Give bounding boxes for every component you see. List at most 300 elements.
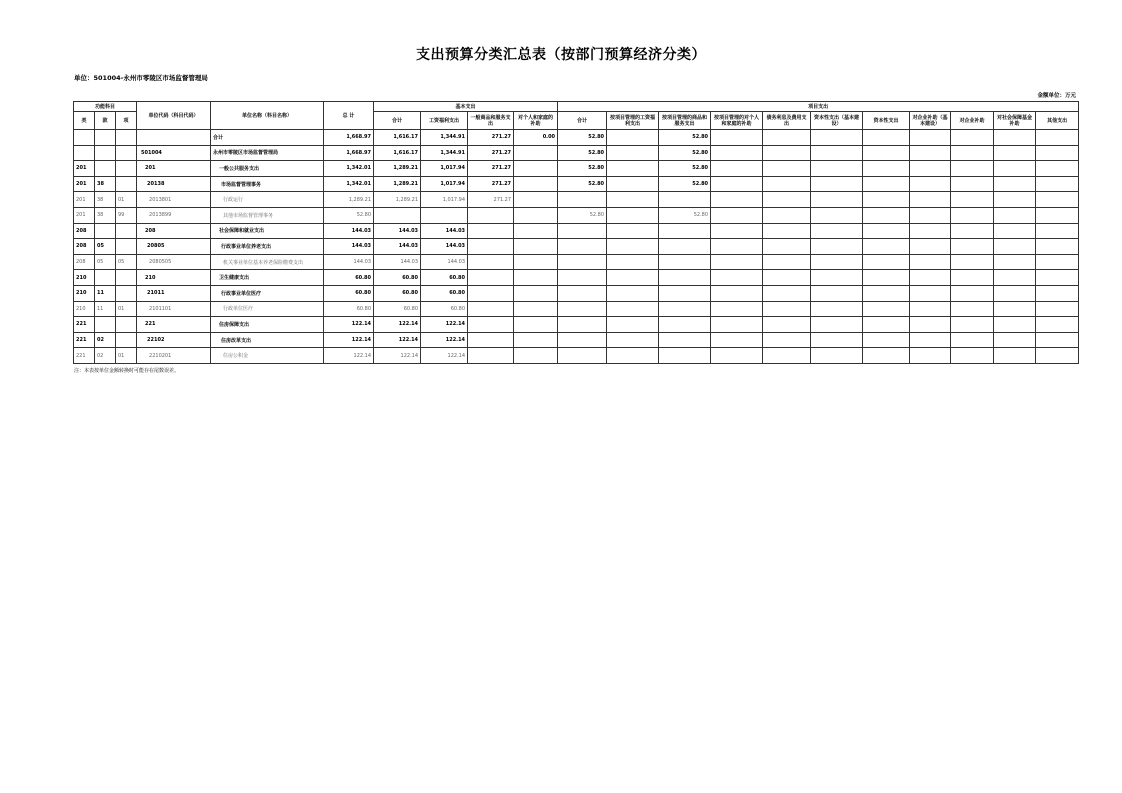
total-header: 总 计 (324, 102, 374, 130)
total-cell: 1,289.21 (324, 192, 374, 208)
project-empty-cell (811, 254, 863, 270)
total-cell: 144.03 (324, 254, 374, 270)
project-empty-cell (910, 192, 951, 208)
basic-goods-cell (468, 285, 514, 301)
table-row (74, 192, 1079, 208)
project-sum-cell (558, 239, 607, 255)
unit-name-cell: 住房保障支出 (211, 317, 324, 333)
basic-goods-cell: 271.27 (468, 192, 514, 208)
basic-person-cell (514, 145, 558, 161)
project-empty-cell (951, 239, 994, 255)
basic-wage-cell: 60.80 (421, 270, 468, 286)
project-empty-cell (951, 254, 994, 270)
project-empty-cell (863, 207, 910, 223)
unit-name-cell: 行政事业单位养老支出 (211, 239, 324, 255)
kuan-cell: 05 (95, 254, 116, 270)
lei-cell: 208 (74, 254, 95, 270)
project-empty-cell (811, 317, 863, 333)
project-col-header: 按项目管理的对个人和家庭的补助 (711, 112, 763, 130)
project-empty-cell (763, 317, 811, 333)
xiang-cell (116, 270, 137, 286)
total-cell: 1,342.01 (324, 176, 374, 192)
lei-cell: 210 (74, 270, 95, 286)
basic-person-cell (514, 223, 558, 239)
project-empty-cell (910, 130, 951, 146)
table-row (74, 176, 1079, 192)
project-col-header: 对企业补助（基本建设） (910, 112, 951, 130)
project-empty-cell (1036, 239, 1079, 255)
basic-person-cell (514, 301, 558, 317)
basic-wage-cell: 122.14 (421, 332, 468, 348)
project-empty-cell (994, 161, 1036, 177)
table-row (74, 317, 1079, 333)
total-cell: 52.80 (324, 207, 374, 223)
basic-col-header: 合计 (374, 112, 421, 130)
unit-code-cell: 21011 (137, 285, 211, 301)
project-empty-cell (711, 285, 763, 301)
xiang-cell: 01 (116, 301, 137, 317)
basic-goods-cell: 271.27 (468, 130, 514, 146)
lei-cell: 208 (74, 223, 95, 239)
project-empty-cell (711, 317, 763, 333)
project-wage-cell (607, 176, 659, 192)
total-cell: 1,342.01 (324, 161, 374, 177)
project-empty-cell (910, 332, 951, 348)
project-col-header: 资本性支出（基本建设） (811, 112, 863, 130)
project-empty-cell (910, 270, 951, 286)
project-empty-cell (711, 223, 763, 239)
lei-cell (74, 145, 95, 161)
project-empty-cell (711, 332, 763, 348)
project-empty-cell (763, 301, 811, 317)
project-empty-cell (910, 254, 951, 270)
unit-name-cell: 行政运行 (211, 192, 324, 208)
project-goods-cell: 52.80 (659, 176, 711, 192)
basic-sum-cell: 60.80 (374, 285, 421, 301)
basic-sum-cell: 144.03 (374, 254, 421, 270)
basic-sum-cell: 1,289.21 (374, 176, 421, 192)
unit-code-cell: 201 (137, 161, 211, 177)
project-empty-cell (863, 192, 910, 208)
basic-person-cell (514, 270, 558, 286)
project-empty-cell (1036, 317, 1079, 333)
project-empty-cell (994, 332, 1036, 348)
total-cell: 122.14 (324, 332, 374, 348)
kuan-cell (95, 161, 116, 177)
project-empty-cell (711, 176, 763, 192)
project-empty-cell (994, 270, 1036, 286)
project-empty-cell (863, 161, 910, 177)
table-row (74, 254, 1079, 270)
project-col-header: 其他支出 (1036, 112, 1079, 130)
basic-goods-cell (468, 270, 514, 286)
project-empty-cell (994, 192, 1036, 208)
basic-goods-cell (468, 223, 514, 239)
project-wage-cell (607, 207, 659, 223)
lei-cell: 201 (74, 207, 95, 223)
lei-cell: 221 (74, 332, 95, 348)
project-empty-cell (763, 223, 811, 239)
unit-name-cell: 卫生健康支出 (211, 270, 324, 286)
kuan-cell: 11 (95, 285, 116, 301)
basic-wage-cell: 1,017.94 (421, 161, 468, 177)
unit-name-cell: 住房公积金 (211, 348, 324, 364)
basic-wage-cell: 1,344.91 (421, 145, 468, 161)
kuan-cell (95, 145, 116, 161)
project-empty-cell (711, 161, 763, 177)
project-empty-cell (711, 207, 763, 223)
basic-col-header: 对个人和家庭的补助 (514, 112, 558, 130)
basic-wage-cell: 1,017.94 (421, 192, 468, 208)
basic-person-cell (514, 239, 558, 255)
project-empty-cell (763, 130, 811, 146)
basic-wage-cell: 60.80 (421, 301, 468, 317)
total-cell: 60.80 (324, 270, 374, 286)
lei-cell: 210 (74, 301, 95, 317)
unit-code-header: 单位代码（科目代码） (137, 102, 211, 130)
project-sum-cell (558, 254, 607, 270)
project-empty-cell (763, 161, 811, 177)
lei-header: 类 (74, 112, 95, 130)
basic-sum-cell: 144.03 (374, 223, 421, 239)
basic-goods-cell (468, 239, 514, 255)
basic-wage-cell (421, 207, 468, 223)
xiang-header: 项 (116, 112, 137, 130)
lei-cell: 210 (74, 285, 95, 301)
project-wage-cell (607, 270, 659, 286)
unit-name-cell: 社会保障和就业支出 (211, 223, 324, 239)
project-empty-cell (994, 348, 1036, 364)
project-sum-cell: 52.80 (558, 161, 607, 177)
project-empty-cell (951, 285, 994, 301)
basic-person-cell (514, 254, 558, 270)
project-empty-cell (1036, 130, 1079, 146)
basic-wage-cell: 1,344.91 (421, 130, 468, 146)
basic-wage-cell: 144.03 (421, 223, 468, 239)
basic-col-header: 工资福利支出 (421, 112, 468, 130)
unit-name-header: 单位名称（科目名称） (211, 102, 324, 130)
basic-wage-cell: 144.03 (421, 239, 468, 255)
lei-cell: 201 (74, 192, 95, 208)
project-empty-cell (910, 176, 951, 192)
kuan-cell: 11 (95, 301, 116, 317)
basic-goods-cell: 271.27 (468, 161, 514, 177)
project-goods-cell: 52.80 (659, 130, 711, 146)
project-empty-cell (1036, 332, 1079, 348)
project-empty-cell (811, 145, 863, 161)
money-unit-label: 金额单位：万元 (1037, 93, 1076, 99)
xiang-cell (116, 285, 137, 301)
unit-code-cell: 2080505 (137, 254, 211, 270)
project-empty-cell (763, 285, 811, 301)
table-row (74, 145, 1079, 161)
basic-sum-cell: 1,289.21 (374, 161, 421, 177)
project-empty-cell (763, 145, 811, 161)
project-sum-cell (558, 348, 607, 364)
project-wage-cell (607, 223, 659, 239)
total-cell: 60.80 (324, 285, 374, 301)
project-empty-cell (994, 285, 1036, 301)
project-empty-cell (811, 223, 863, 239)
project-sum-cell (558, 332, 607, 348)
lei-cell: 221 (74, 317, 95, 333)
basic-person-cell (514, 332, 558, 348)
basic-sum-cell: 1,289.21 (374, 192, 421, 208)
project-empty-cell (863, 317, 910, 333)
basic-sum-cell: 144.03 (374, 239, 421, 255)
kuan-cell: 02 (95, 348, 116, 364)
basic-sum-cell (374, 207, 421, 223)
project-empty-cell (994, 207, 1036, 223)
project-empty-cell (910, 223, 951, 239)
table-row (74, 223, 1079, 239)
basic-goods-cell (468, 332, 514, 348)
project-empty-cell (811, 285, 863, 301)
unit-code-cell: 2013899 (137, 207, 211, 223)
project-empty-cell (951, 348, 994, 364)
project-goods-cell (659, 285, 711, 301)
project-empty-cell (951, 145, 994, 161)
project-col-header: 债务利息及费用支出 (763, 112, 811, 130)
project-empty-cell (811, 301, 863, 317)
func-subject-header: 功能科目 (74, 102, 137, 112)
kuan-cell: 38 (95, 207, 116, 223)
project-sum-cell (558, 270, 607, 286)
kuan-header: 款 (95, 112, 116, 130)
project-empty-cell (910, 317, 951, 333)
project-empty-cell (863, 285, 910, 301)
xiang-cell: 01 (116, 348, 137, 364)
project-empty-cell (951, 301, 994, 317)
project-sum-cell (558, 192, 607, 208)
project-goods-cell (659, 239, 711, 255)
xiang-cell (116, 223, 137, 239)
project-wage-cell (607, 301, 659, 317)
project-empty-cell (994, 223, 1036, 239)
lei-cell: 208 (74, 239, 95, 255)
project-wage-cell (607, 192, 659, 208)
project-col-header: 按项目管理的工资福利支出 (607, 112, 659, 130)
table-body (74, 130, 1079, 364)
unit-name-cell: 合计 (211, 130, 324, 146)
project-empty-cell (863, 223, 910, 239)
budget-table (73, 101, 1079, 364)
basic-sum-cell: 1,616.17 (374, 145, 421, 161)
unit-code-cell: 208 (137, 223, 211, 239)
project-empty-cell (994, 301, 1036, 317)
xiang-cell (116, 176, 137, 192)
project-goods-cell (659, 332, 711, 348)
project-empty-cell (910, 239, 951, 255)
project-col-header: 对社会保障基金补助 (994, 112, 1036, 130)
basic-wage-cell: 144.03 (421, 254, 468, 270)
project-col-header: 对企业补助 (951, 112, 994, 130)
project-empty-cell (763, 254, 811, 270)
project-goods-cell (659, 254, 711, 270)
project-empty-cell (1036, 223, 1079, 239)
table-row (74, 239, 1079, 255)
project-empty-cell (910, 348, 951, 364)
xiang-cell (116, 317, 137, 333)
project-empty-cell (910, 285, 951, 301)
xiang-cell: 01 (116, 192, 137, 208)
project-empty-cell (1036, 145, 1079, 161)
project-sum-cell (558, 223, 607, 239)
project-empty-cell (910, 301, 951, 317)
kuan-cell: 02 (95, 332, 116, 348)
project-empty-cell (994, 130, 1036, 146)
project-goods-cell: 52.80 (659, 207, 711, 223)
basic-goods-cell (468, 207, 514, 223)
project-empty-cell (863, 332, 910, 348)
project-empty-cell (951, 207, 994, 223)
basic-person-cell (514, 348, 558, 364)
project-empty-cell (863, 254, 910, 270)
total-cell: 1,668.97 (324, 145, 374, 161)
project-empty-cell (1036, 301, 1079, 317)
project-sum-cell: 52.80 (558, 176, 607, 192)
project-col-header: 合计 (558, 112, 607, 130)
project-empty-cell (763, 270, 811, 286)
project-wage-cell (607, 332, 659, 348)
basic-sum-cell: 1,616.17 (374, 130, 421, 146)
project-wage-cell (607, 161, 659, 177)
xiang-cell (116, 130, 137, 146)
project-wage-cell (607, 254, 659, 270)
project-empty-cell (711, 239, 763, 255)
xiang-cell (116, 145, 137, 161)
project-goods-cell (659, 348, 711, 364)
basic-sum-cell: 122.14 (374, 332, 421, 348)
total-cell: 122.14 (324, 348, 374, 364)
basic-person-cell (514, 285, 558, 301)
project-empty-cell (994, 317, 1036, 333)
basic-wage-cell: 60.80 (421, 285, 468, 301)
lei-cell (74, 130, 95, 146)
project-empty-cell (1036, 270, 1079, 286)
project-sum-cell (558, 285, 607, 301)
unit-label: 单位：501004-永州市零陵区市场监督管理局 (74, 74, 208, 82)
project-empty-cell (994, 145, 1036, 161)
project-empty-cell (711, 348, 763, 364)
unit-code-cell: 2013801 (137, 192, 211, 208)
project-sum-cell (558, 317, 607, 333)
project-empty-cell (763, 176, 811, 192)
project-wage-cell (607, 317, 659, 333)
project-empty-cell (811, 192, 863, 208)
table-row (74, 285, 1079, 301)
basic-wage-cell: 1,017.94 (421, 176, 468, 192)
project-empty-cell (951, 223, 994, 239)
project-wage-cell (607, 239, 659, 255)
unit-code-cell: 221 (137, 317, 211, 333)
project-empty-cell (763, 239, 811, 255)
kuan-cell (95, 130, 116, 146)
kuan-cell: 38 (95, 192, 116, 208)
basic-col-header: 一般商品和服务支出 (468, 112, 514, 130)
table-row (74, 348, 1079, 364)
project-col-header: 资本性支出 (863, 112, 910, 130)
basic-sum-cell: 60.80 (374, 270, 421, 286)
project-empty-cell (951, 176, 994, 192)
basic-wage-cell: 122.14 (421, 317, 468, 333)
project-goods-cell (659, 192, 711, 208)
project-empty-cell (910, 207, 951, 223)
basic-sum-cell: 122.14 (374, 348, 421, 364)
project-empty-cell (1036, 161, 1079, 177)
project-expense-header: 项目支出 (558, 102, 1079, 112)
unit-code-cell: 20805 (137, 239, 211, 255)
unit-code-cell: 501004 (137, 145, 211, 161)
project-empty-cell (763, 348, 811, 364)
kuan-cell (95, 270, 116, 286)
basic-wage-cell: 122.14 (421, 348, 468, 364)
unit-code-cell (137, 130, 211, 146)
project-empty-cell (711, 130, 763, 146)
project-empty-cell (811, 207, 863, 223)
project-empty-cell (910, 145, 951, 161)
project-empty-cell (811, 270, 863, 286)
basic-sum-cell: 122.14 (374, 317, 421, 333)
table-row (74, 270, 1079, 286)
unit-name-cell: 行政事业单位医疗 (211, 285, 324, 301)
project-sum-cell: 52.80 (558, 207, 607, 223)
project-empty-cell (763, 332, 811, 348)
unit-code-cell: 2210201 (137, 348, 211, 364)
project-empty-cell (811, 332, 863, 348)
unit-code-cell: 2101101 (137, 301, 211, 317)
table-row (74, 130, 1079, 146)
unit-code-cell: 210 (137, 270, 211, 286)
basic-person-cell (514, 161, 558, 177)
project-empty-cell (863, 270, 910, 286)
total-cell: 144.03 (324, 223, 374, 239)
project-empty-cell (951, 332, 994, 348)
basic-sum-cell: 60.80 (374, 301, 421, 317)
project-wage-cell (607, 145, 659, 161)
project-sum-cell: 52.80 (558, 145, 607, 161)
project-empty-cell (951, 192, 994, 208)
table-row (74, 301, 1079, 317)
project-empty-cell (951, 317, 994, 333)
unit-code-cell: 20138 (137, 176, 211, 192)
xiang-cell (116, 332, 137, 348)
basic-goods-cell: 271.27 (468, 176, 514, 192)
project-empty-cell (711, 192, 763, 208)
project-empty-cell (863, 145, 910, 161)
kuan-cell: 05 (95, 239, 116, 255)
lei-cell: 221 (74, 348, 95, 364)
project-wage-cell (607, 348, 659, 364)
xiang-cell: 99 (116, 207, 137, 223)
basic-person-cell (514, 317, 558, 333)
project-empty-cell (1036, 285, 1079, 301)
project-empty-cell (1036, 207, 1079, 223)
project-empty-cell (811, 348, 863, 364)
basic-goods-cell (468, 348, 514, 364)
project-empty-cell (863, 301, 910, 317)
project-empty-cell (1036, 348, 1079, 364)
unit-name-cell: 市场监督管理事务 (211, 176, 324, 192)
project-sum-cell: 52.80 (558, 130, 607, 146)
project-empty-cell (711, 270, 763, 286)
kuan-cell: 38 (95, 176, 116, 192)
page-title: 支出预算分类汇总表（按部门预算经济分类） (416, 47, 706, 63)
lei-cell: 201 (74, 161, 95, 177)
project-goods-cell: 52.80 (659, 161, 711, 177)
total-cell: 60.80 (324, 301, 374, 317)
unit-code-cell: 22102 (137, 332, 211, 348)
